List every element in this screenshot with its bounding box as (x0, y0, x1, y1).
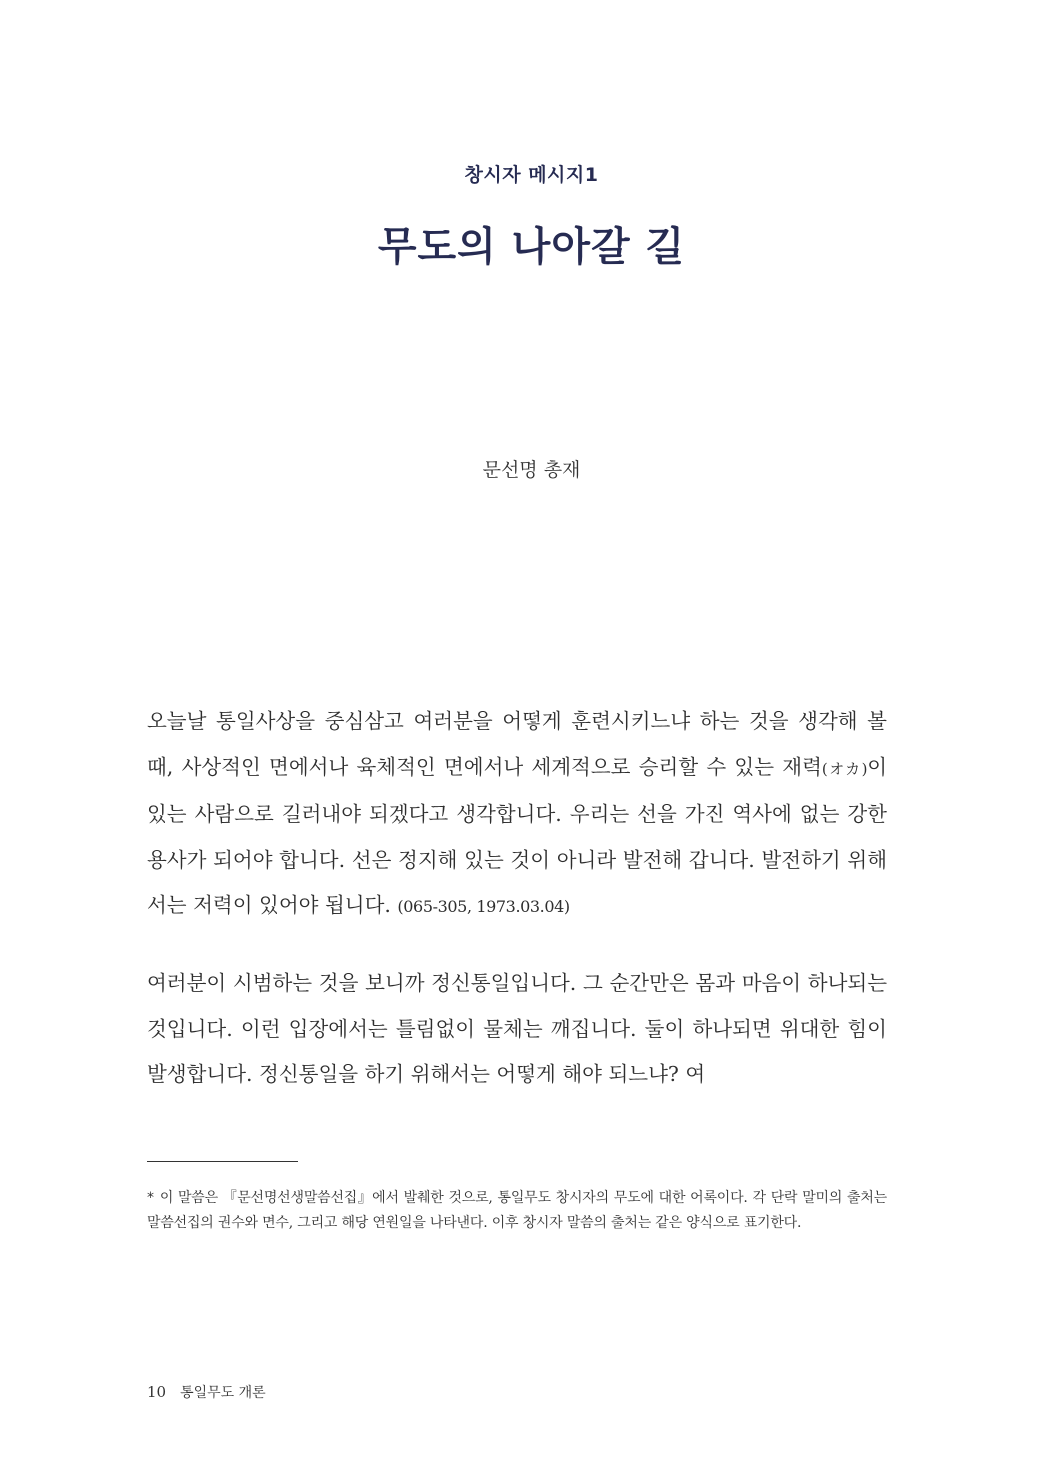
paragraph-1-citation: (065-305, 1973.03.04) (397, 897, 570, 916)
footnote (147, 1186, 887, 1236)
section-kicker: 창시자 메시지1 (464, 164, 599, 186)
paragraph-1-text-end: 이 있는 사람으로 길러내야 되겠다고 생각합니다. 우리는 선을 가진 역사에 없는 강한 용사가 되어야 합니다. 선은 정지해 있는 것이 아니라 발전해 갑니다. 발전하기 위해서는 저력이 있어야 됩니다. (147, 754, 887, 917)
running-title: 통일무도 개론 (180, 1385, 266, 1401)
paragraph-1-text-start: 오늘날 통일사상을 중심삼고 여러분을 어떻게 훈련시키느냐 하는 것을 생각해 볼 때, 사상적인 면에서나 육체적인 면에서나 세계적으로 승리할 수 있는 재력 (147, 709, 887, 779)
page-number: 10 (147, 1383, 167, 1401)
page-title: 무도의 나아갈 길 (377, 223, 686, 270)
author-name: 문선명 총재 (482, 459, 581, 481)
footnote-divider (147, 1161, 298, 1162)
footnote-marker: * (147, 1190, 154, 1206)
page-footer (147, 1382, 266, 1402)
body-paragraph-2: 여러분이 시범하는 것을 보니까 정신통일입니다. 그 순간만은 몸과 마음이 하나되는 것입니다. 이런 입장에서는 틀림없이 물체는 깨집니다. 둘이 하나되면 위대한 힘이 발생합니다. 정신통일을 하기 위해서는 어떻게 해야 되느냐? 여 (147, 971, 887, 1086)
footnote-text: 이 말씀은 『문선명선생말씀선집』에서 발췌한 것으로, 통일무도 창시자의 무도에 대한 어록이다. 각 단락 말미의 출처는 말씀선집의 권수와 면수, 그리고 해당 연원일을 나타낸다. 이후 창시자 말씀의 출처는 같은 양식으로 표기한다. (147, 1190, 887, 1231)
paragraph-1-annotation: (オカ) (821, 759, 868, 778)
body-paragraph-1 (147, 699, 887, 930)
